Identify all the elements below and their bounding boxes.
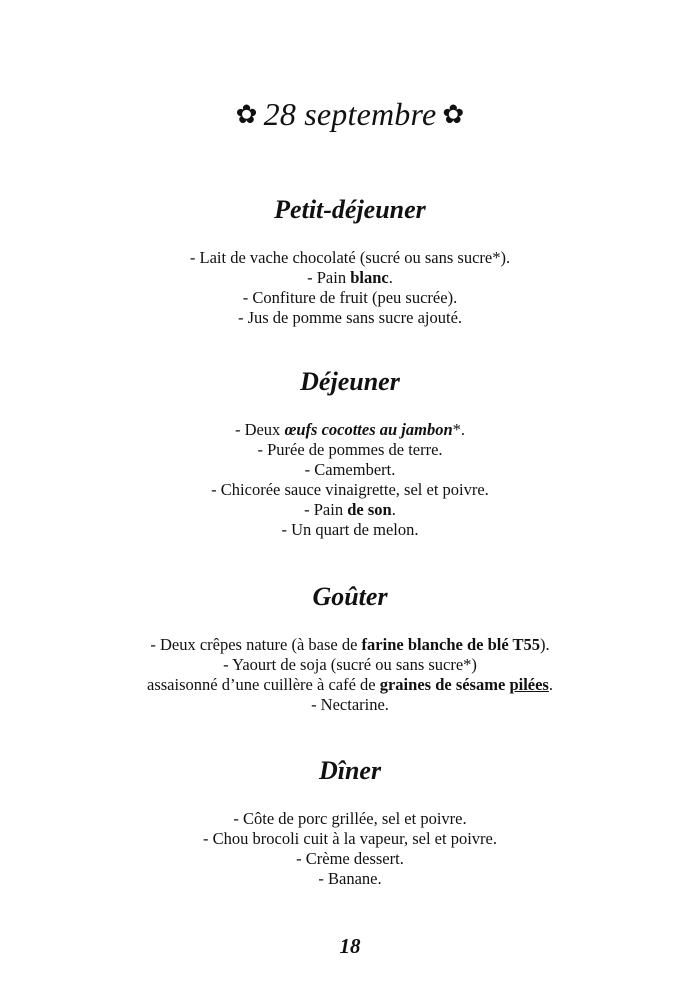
meal-section-lunch — [0, 366, 700, 540]
menu-item-text: - Deux crêpes nature (à base de — [150, 635, 362, 654]
menu-item — [0, 655, 700, 675]
menu-item-emphasis: de son — [347, 500, 392, 519]
menu-item-emphasis: farine blanche de blé T55 — [361, 635, 541, 654]
menu-item — [0, 829, 700, 849]
page-number: 18 — [339, 934, 361, 958]
menu-item-text: - Nectarine. — [311, 695, 389, 714]
menu-item — [0, 635, 700, 655]
menu-item-text: - Deux — [234, 420, 285, 439]
page-title-text: 28 septembre — [263, 96, 437, 132]
menu-item-suffix: *. — [452, 420, 466, 439]
meal-section-snack — [0, 581, 700, 715]
menu-item — [0, 248, 700, 268]
menu-item-suffix: . — [391, 500, 396, 519]
menu-item — [0, 675, 700, 695]
menu-item-text: - Camembert. — [304, 460, 396, 479]
menu-item-text: - Purée de pommes de terre. — [257, 440, 443, 459]
menu-item — [0, 460, 700, 480]
menu-item — [0, 420, 700, 440]
menu-item-text: - Crème dessert. — [296, 849, 404, 868]
menu-item — [0, 869, 700, 889]
left-ornament-icon: ✿ — [235, 100, 258, 129]
menu-item-suffix: . — [388, 268, 393, 287]
menu-item-suffix: . — [548, 675, 553, 694]
meal-section-breakfast — [0, 194, 700, 328]
menu-item — [0, 695, 700, 715]
menu-item-text: - Pain — [304, 500, 348, 519]
menu-item-text: - Confiture de fruit (peu sucrée). — [242, 288, 458, 307]
menu-item-text: - Chicorée sauce vinaigrette, sel et poivre. — [211, 480, 489, 499]
meal-section-dinner — [0, 755, 700, 889]
menu-item — [0, 500, 700, 520]
menu-item-underlined: pilées — [509, 675, 549, 694]
meal-title: Déjeuner — [300, 367, 400, 396]
menu-item-text: - Côte de porc grillée, sel et poivre. — [233, 809, 467, 828]
menu-item-suffix: ). — [540, 635, 550, 654]
menu-item — [0, 849, 700, 869]
meal-title: Petit-déjeuner — [274, 195, 426, 224]
menu-item — [0, 520, 700, 540]
menu-item-text: - Pain — [307, 268, 351, 287]
menu-item-emphasis: œufs cocottes au jambon — [284, 420, 453, 439]
menu-item-text: - Un quart de melon. — [281, 520, 419, 539]
menu-item — [0, 809, 700, 829]
menu-item — [0, 308, 700, 328]
menu-item — [0, 440, 700, 460]
menu-item-text: - Yaourt de soja (sucré ou sans sucre*) — [223, 655, 477, 674]
menu-item-text: - Chou brocoli cuit à la vapeur, sel et poivre. — [203, 829, 497, 848]
menu-item — [0, 268, 700, 288]
menu-item-text: - Banane. — [318, 869, 382, 888]
right-ornament-icon: ✿ — [442, 100, 465, 129]
menu-item-emphasis: graines de sésame — [379, 675, 510, 694]
menu-item-text: - Lait de vache chocolaté (sucré ou sans sucre*). — [189, 248, 511, 267]
menu-item-emphasis: blanc — [350, 268, 389, 287]
meal-title: Goûter — [312, 582, 388, 611]
page-title — [0, 94, 700, 135]
menu-item — [0, 480, 700, 500]
meal-title: Dîner — [318, 756, 382, 785]
menu-item-text: - Jus de pomme sans sucre ajouté. — [237, 308, 463, 327]
menu-item-text: assaisonné d’une cuillère à café de — [147, 675, 380, 694]
menu-item — [0, 288, 700, 308]
